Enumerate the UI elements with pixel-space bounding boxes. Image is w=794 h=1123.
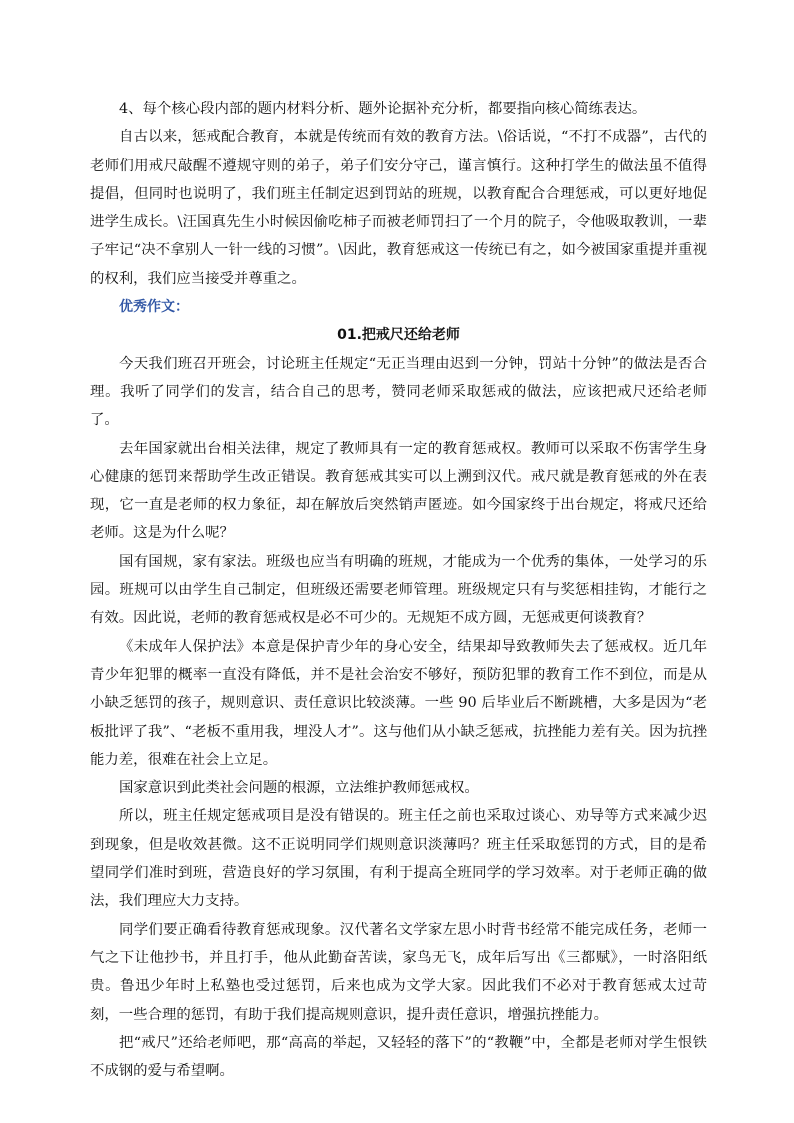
essay-title: 01.把戒尺还给老师 [337,327,460,344]
essay-paragraph-5: 国家意识到此类社会问题的根源，立法维护教师惩戒权。 [119,780,479,797]
essay-paragraph-2: 去年国家就出台相关法律，规定了教师具有一定的教育惩戒权。教师可以采取不伤害学生身心健康的惩罚来帮助学生改正错误。教育惩戒其实可以上溯到汉代。戒尺就是教育惩戒的外在表现，它一直是老师的权力象征，却在解放后突然销声匿迹。如今国家终于出台规定，将戒尺还给老师。这是为什么呢？ [90,440,707,542]
essay-paragraph-6: 所以，班主任规定惩戒项目是没有错误的。班主任之前也采取过谈心、劝导等方式来减少迟到现象，但是收效甚微。这不正说明同学们规则意识淡薄吗？班主任采取惩罚的方式，目的是希望同学们准时到班，营造良好的学习氛围，有利于提高全班同学的学习效率。对于老师正确的做法，我们理应大力支持。 [90,808,707,910]
intro-paragraph-2: 自古以来，惩戒配合教育，本就是传统而有效的教育方法。\俗话说，“不打不成器”，古代的老师们用戒尺敲醒不遵规守则的弟子，弟子们安分守己，谨言慎行。这种打学生的做法虽不值得提倡，但同时也说明了，我们班主任制定迟到罚站的班规，以教育配合合理惩戒，可以更好地促进学生成长。\汪国真先生小时候因偷吃柿子而被老师罚扫了一个月的院子，令他吸取教训，一辈子牢记“决不拿别人一针一线的习惯”。\因此，教育惩戒这一传统已有之，如今被国家重提并重视的权利，我们应当接受并尊重之。 [90,129,707,287]
essay-paragraph-8: 把“戒尺”还给老师吧，那“高高的举起，又轻轻的落下”的“教鞭”中，全都是老师对学生恨铁不成钢的爱与希望啊。 [90,1034,707,1080]
essay-paragraph-7: 同学们要正确看待教育惩戒现象。汉代著名文学家左思小时背书经常不能完成任务，老师一气之下让他抄书，并且打手，他从此勤奋苦读，家鸟无飞，成年后写出《三都赋》，一时洛阳纸贵。鲁迅少年时上私塾也受过惩罚，后来也成为文学大家。因此我们不必对于教育惩戒太过苛刻，一些合理的惩罚，有助于我们提高规则意识，提升责任意识，增强抗挫能力。 [90,921,707,1023]
document-page [90,95,707,1085]
essay-paragraph-1: 今天我们班召开班会，讨论班主任规定“无正当理由迟到一分钟，罚站十分钟”的做法是否合理。我听了同学们的发言，结合自己的思考，赞同老师采取惩戒的做法，应该把戒尺还给老师了。 [90,355,707,429]
essay-paragraph-3: 国有国规，家有家法。班级也应当有明确的班规，才能成为一个优秀的集体，一处学习的乐园。班规可以由学生自己制定，但班级还需要老师管理。班级规定只有与奖惩相挂钩，才能行之有效。因此说，老师的教育惩戒权是必不可少的。无规矩不成方圆，无惩戒更何谈教育？ [90,553,707,627]
intro-paragraph-1: 4、每个核心段内部的题内材料分析、题外论据补充分析，都要指向核心简练表达。 [119,101,647,117]
essay-paragraph-4: 《未成年人保护法》本意是保护青少年的身心安全，结果却导致教师失去了惩戒权。近几年青少年犯罪的概率一直没有降低，并不是社会治安不够好，预防犯罪的教育工作不到位，而是从小缺乏惩罚的孩子，规则意识、责任意识比较淡薄。一些 90 后毕业后不断跳槽，大多是因为“老板批评了我”、“老板不重用我，埋没人才”。这与他们从小缺乏惩戒，抗挫能力差有关。因为抗挫能力差，很难在社会上立足。 [90,638,707,768]
section-label: 优秀作文： [119,299,189,316]
